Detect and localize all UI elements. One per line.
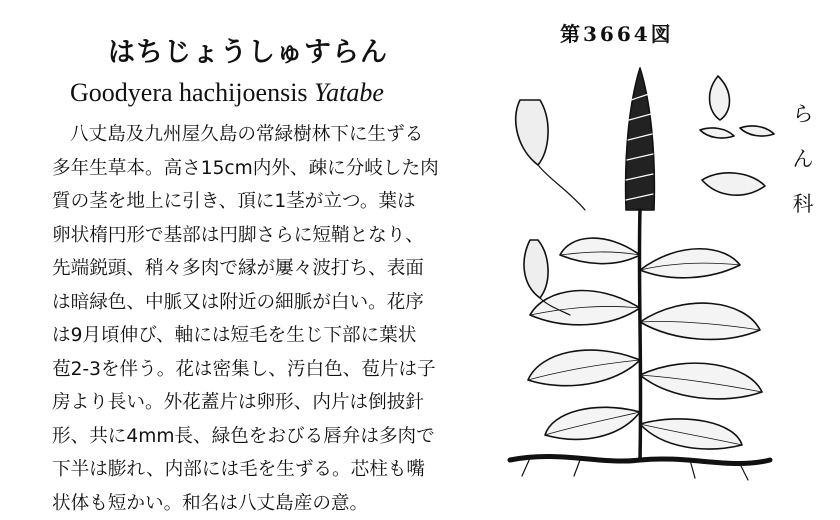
description-line: 八丈島及九州屋久島の常緑樹林下に生ずる [52,118,472,152]
botanical-illustration [490,40,790,490]
figure-number: 第3664図 [560,18,674,47]
description-line: は暗緑色、中脈又は附近の細脈が白い。花序 [52,286,472,320]
description-line: は9月頃伸び、軸には短毛を生じ下部に葉状 [52,319,472,353]
leaves [528,238,762,449]
family-char: ら [790,92,816,137]
flower-spike [626,68,655,210]
genus-species: Goodyera hachijoensis [70,78,308,107]
description-line: 多年生草本。高さ15cm内外、疎に分岐した肉 [52,152,472,186]
description-line: 房より長い。外花蓋片は卵形、内片は倒披針 [52,386,472,420]
rhizome [510,456,770,463]
family-char: ん [790,137,816,182]
description-line: 形、共に4mm長、緑色をおびる唇弁は多肉で [52,420,472,454]
description-line: 苞2-3を伴う。花は密集し、汚白色、苞片は子 [52,353,472,387]
stem [639,210,640,460]
flower-detail [516,100,585,315]
family-char: 科 [790,182,816,227]
author-name: Yatabe [314,78,384,107]
description-line: 卵状楕円形で基部は円脚さらに短鞘となり、 [52,219,472,253]
description-line: 状体も短かい。和名は八丈島産の意。 [52,487,472,520]
petal-details [700,76,774,195]
description-text [52,118,472,520]
scientific-name [70,78,384,108]
family-label [790,92,816,227]
description-line: 下半は膨れ、内部には毛を生ずる。芯柱も嘴 [52,453,472,487]
description-line: 先端鋭頭、稍々多肉で縁が屢々波打ち、表面 [52,252,472,286]
page-title: はちじょうしゅすらん [108,30,388,69]
description-line: 質の茎を地上に引き、頂に1茎が立つ。葉は [52,185,472,219]
